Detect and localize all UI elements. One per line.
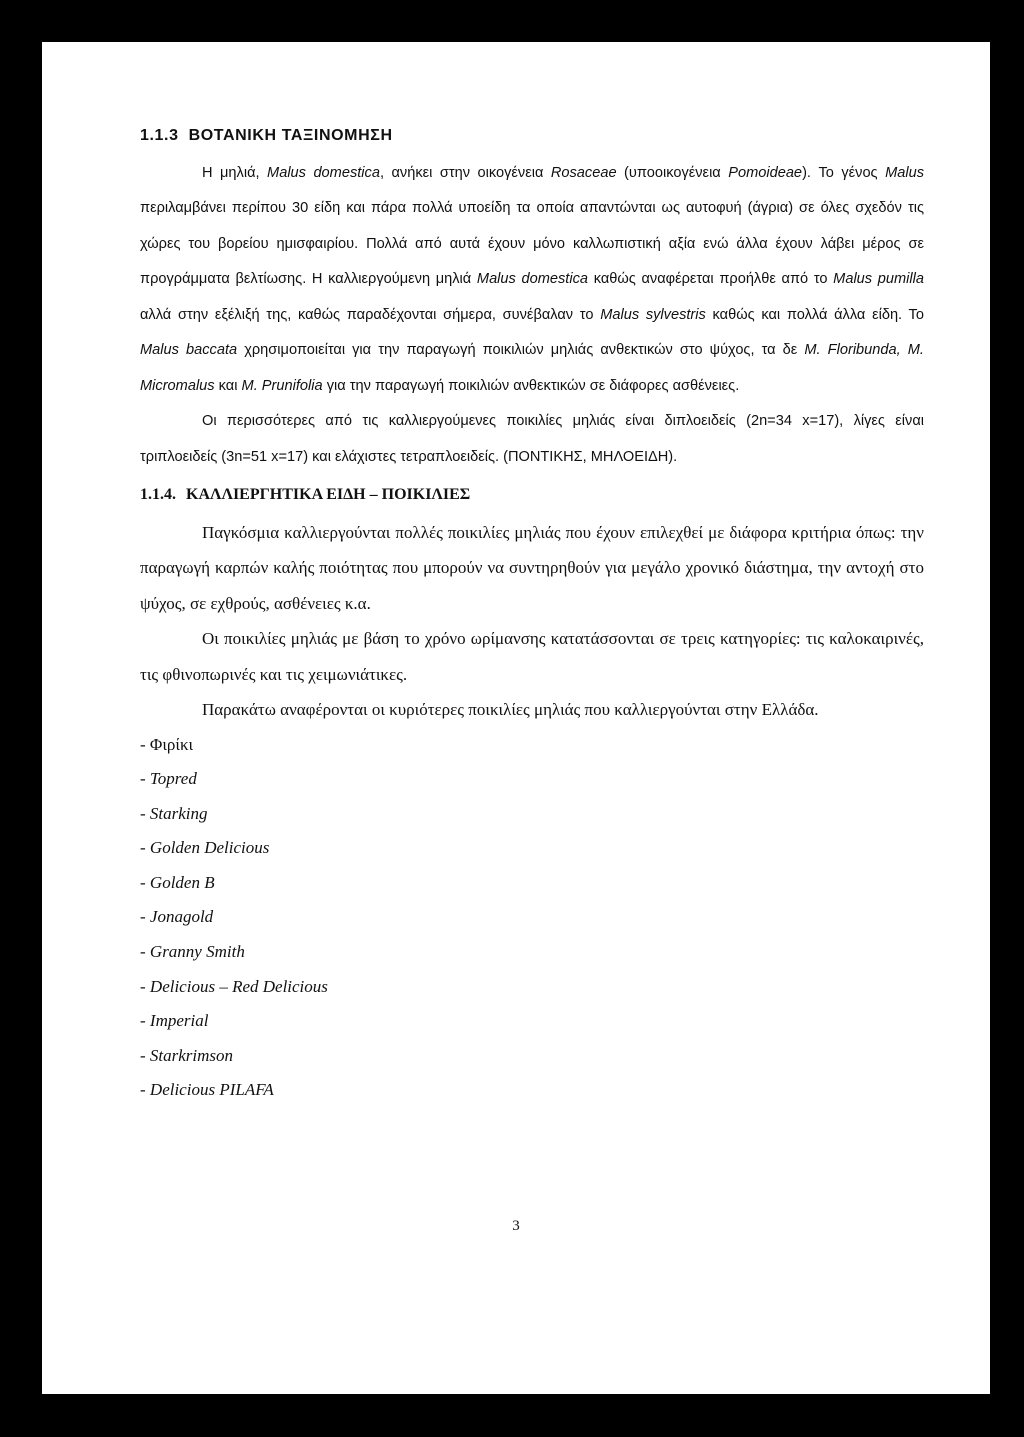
variety-item: - Jonagold <box>140 907 214 927</box>
variety-item: - Golden Delicious <box>140 838 270 858</box>
variety-item: - Delicious PILAFA <box>140 1080 274 1100</box>
variety-item: - Φιρίκι <box>140 734 194 754</box>
text-run: καθώς και πολλά άλλα είδη. Το <box>705 306 924 323</box>
text-run: περιλαμβάνει περίπου 30 είδη και πάρα πολλά υποείδη τα οποία απαντώνται ως αυτοφυή (άγρια) σε όλες σχεδόν τις χώρες του βορείου ημισφαιρίου. Πολλά από αυτά έχουν μόνο καλλωπιστική αξία ενώ άλλα έχουν λάβει μέρος σε προγράμματα βελτίωσης. Η καλλιεργούμενη μηλιά <box>140 200 924 287</box>
text-run: και <box>214 377 242 394</box>
variety-item: - Imperial <box>140 1011 209 1031</box>
species-name: M. Prunifolia <box>241 377 323 394</box>
text-run: ). Το γένος <box>802 164 886 181</box>
section-heading-botanical <box>140 118 924 154</box>
variety-item: - Delicious – Red Delicious <box>140 976 328 996</box>
species-name: Pomoideae <box>728 164 803 181</box>
section-heading-varieties <box>140 477 924 513</box>
species-name: Malus baccata <box>140 342 238 358</box>
species-name: Rosaceae <box>550 164 617 181</box>
species-name: Malus domestica <box>267 164 380 181</box>
section-title: ΚΑΛΛΙΕΡΓΗΤΙΚΑ ΕΙΔΗ – ΠΟΙΚΙΛΙΕΣ <box>186 486 471 503</box>
section-number: 1.1.4. <box>140 486 176 503</box>
variety-item: - Golden B <box>140 872 215 892</box>
paragraph-selection-criteria: Παγκόσμια καλλιεργούνται πολλές ποικιλίες μηλιάς που έχουν επιλεχθεί με διάφορα κριτήρια όπως: την παραγωγή καρπών καλής ποιότητας που μπορούν να συντηρηθούν για μεγάλο χρονικό διάστημα, την αντοχή στο ψύχος, σε εχθρούς, ασθένειες κ.α. <box>140 522 924 613</box>
paragraph-main-varieties-intro: Παρακάτω αναφέρονται οι κυριότερες ποικιλίες μηλιάς που καλλιεργούνται στην Ελλάδα. <box>202 700 819 719</box>
species-name: M. Floribunda, M. Micromalus <box>140 342 924 394</box>
text-run: αλλά στην εξέλιξή της, καθώς παραδέχονται σήμερα, συνέβαλαν το <box>140 306 601 323</box>
page-content <box>140 118 924 1108</box>
text-run: (υποοικογένεια <box>616 164 729 181</box>
variety-item: - Starking <box>140 803 208 823</box>
variety-list <box>140 728 924 1109</box>
paragraph-ploidy: Οι περισσότερες από τις καλλιεργούμενες ποικιλίες μηλιάς είναι διπλοειδείς (2n=34 x=17), λίγες είναι τριπλοειδείς (3n=51 x=17) και ελάχιστες τετραπλοειδείς. (ΠΟΝΤΙΚΗΣ, ΜΗΛΟΕΙΔΗ). <box>140 413 924 465</box>
text-run: χρησιμοποιείται για την παραγωγή ποικιλιών μηλιάς ανθεκτικών στο ψύχος, τα δε <box>237 342 805 358</box>
text-run: καθώς αναφέρεται προήλθε από το <box>588 271 834 287</box>
section-number: 1.1.3 <box>140 127 179 144</box>
text-run: για την παραγωγή ποικιλιών ανθεκτικών σε διάφορες ασθένειες. <box>322 377 740 394</box>
text-run: , ανήκει στην οικογένεια <box>379 164 551 181</box>
page-number: 3 <box>512 1218 520 1234</box>
species-name: Malus domestica <box>476 271 589 287</box>
variety-item: - Topred <box>140 769 197 789</box>
paragraph-taxonomy <box>140 156 924 405</box>
species-name: Malus <box>885 164 924 181</box>
species-name: Malus pumilla <box>833 271 925 287</box>
paragraph-ripening-categories: Οι ποικιλίες μηλιάς με βάση το χρόνο ωρίμανσης κατατάσσονται σε τρεις κατηγορίες: τις καλοκαιρινές, τις φθινοπωρινές και τις χειμωνιάτικες. <box>140 629 924 684</box>
variety-item: - Starkrimson <box>140 1045 234 1065</box>
species-name: Malus sylvestris <box>600 306 706 323</box>
document-page <box>42 42 990 1394</box>
text-run: Η μηλιά, <box>202 164 268 181</box>
section-title: ΒΟΤΑΝΙΚΗ ΤΑΞΙΝΟΜΗΣΗ <box>188 127 393 144</box>
variety-item: - Granny Smith <box>140 942 245 962</box>
